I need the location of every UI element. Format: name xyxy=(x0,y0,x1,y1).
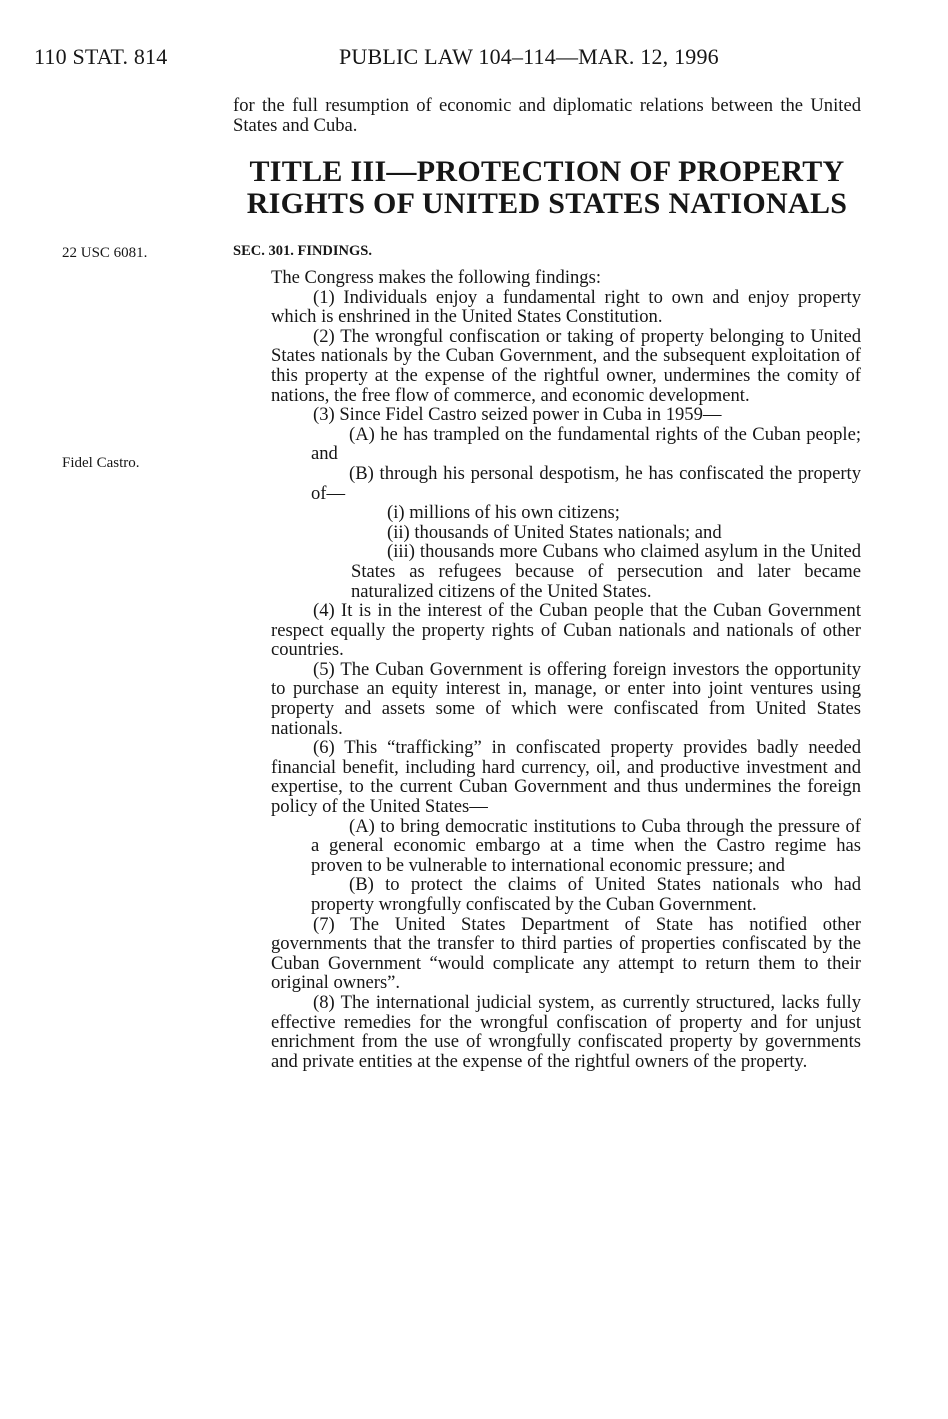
public-law-reference: PUBLIC LAW 104–114—MAR. 12, 1996 xyxy=(339,44,719,69)
finding-1: (1) Individuals enjoy a fundamental right to own and enjoy property which is enshrined in the United States Constitution. xyxy=(271,286,861,328)
findings-body xyxy=(271,268,861,1071)
finding-3-b-iii: (iii) thousands more Cubans who claimed asylum in the United States as refugees because of persecution and later became naturalized citizens of the United States. xyxy=(351,541,861,602)
finding-5: (5) The Cuban Government is offering foreign investors the opportunity to purchase an equity interest in, manage, or enter into joint ventures using property and assets some of which were confiscated from United States nationals. xyxy=(271,658,861,739)
finding-8: (8) The international judicial system, as currently structured, lacks fully effective remedies for the wrongful confiscation of property and for unjust enrichment from the use of wrongfully confiscated property by governments and private entities at the expense of the rightful owners of the property. xyxy=(271,991,861,1072)
section-heading: SEC. 301. FINDINGS. xyxy=(233,243,372,259)
finding-6-a: (A) to bring democratic institutions to Cuba through the pressure of a general economic embargo at a time when the Castro regime has proven to be vulnerable to international economic pressure; and xyxy=(311,815,861,876)
finding-3-b-i: (i) millions of his own citizens; xyxy=(387,502,620,524)
title-heading: TITLE III—PROTECTION OF PROPERTY RIGHTS OF UNITED STATES NATIONALS xyxy=(246,155,848,220)
statute-page-reference: 110 STAT. 814 xyxy=(34,44,168,69)
finding-2: (2) The wrongful confiscation or taking of property belonging to United States nationals by the Cuban Government, and the subsequent exploitation of this property at the expense of the rightful owner, undermines the comity of nations, the free flow of commerce, and economic development. xyxy=(271,325,861,406)
finding-6-b: (B) to protect the claims of United States nationals who had property wrongfully confiscated by the Cuban Government. xyxy=(311,874,861,915)
margin-note-usc: 22 USC 6081. xyxy=(62,245,148,261)
finding-7: (7) The United States Department of State has notified other governments that the transfer to third parties of properties confiscated by the Cuban Government “would complicate any attempt to return them to their original owners”. xyxy=(271,913,861,994)
finding-3-b: (B) through his personal despotism, he has confiscated the property of— xyxy=(311,462,861,504)
finding-3-b-ii: (ii) thousands of United States nationals; and xyxy=(387,521,722,543)
continued-paragraph: for the full resumption of economic and diplomatic relations between the United States and Cuba. xyxy=(233,95,861,136)
finding-3: (3) Since Fidel Castro seized power in Cuba in 1959— xyxy=(313,404,722,426)
findings-lead: The Congress makes the following findings: xyxy=(271,267,601,288)
finding-3-a: (A) he has trampled on the fundamental rights of the Cuban people; and xyxy=(311,423,861,465)
finding-4: (4) It is in the interest of the Cuban people that the Cuban Government respect equally the property rights of Cuban nationals and nationals of other countries. xyxy=(271,600,861,661)
finding-6: (6) This “trafficking” in confiscated property provides badly needed financial benefit, including hard currency, oil, and productive investment and expertise, to the current Cuban Government and thus undermines the foreign policy of the United States— xyxy=(271,737,861,818)
margin-note-fidel-castro: Fidel Castro. xyxy=(62,455,140,471)
